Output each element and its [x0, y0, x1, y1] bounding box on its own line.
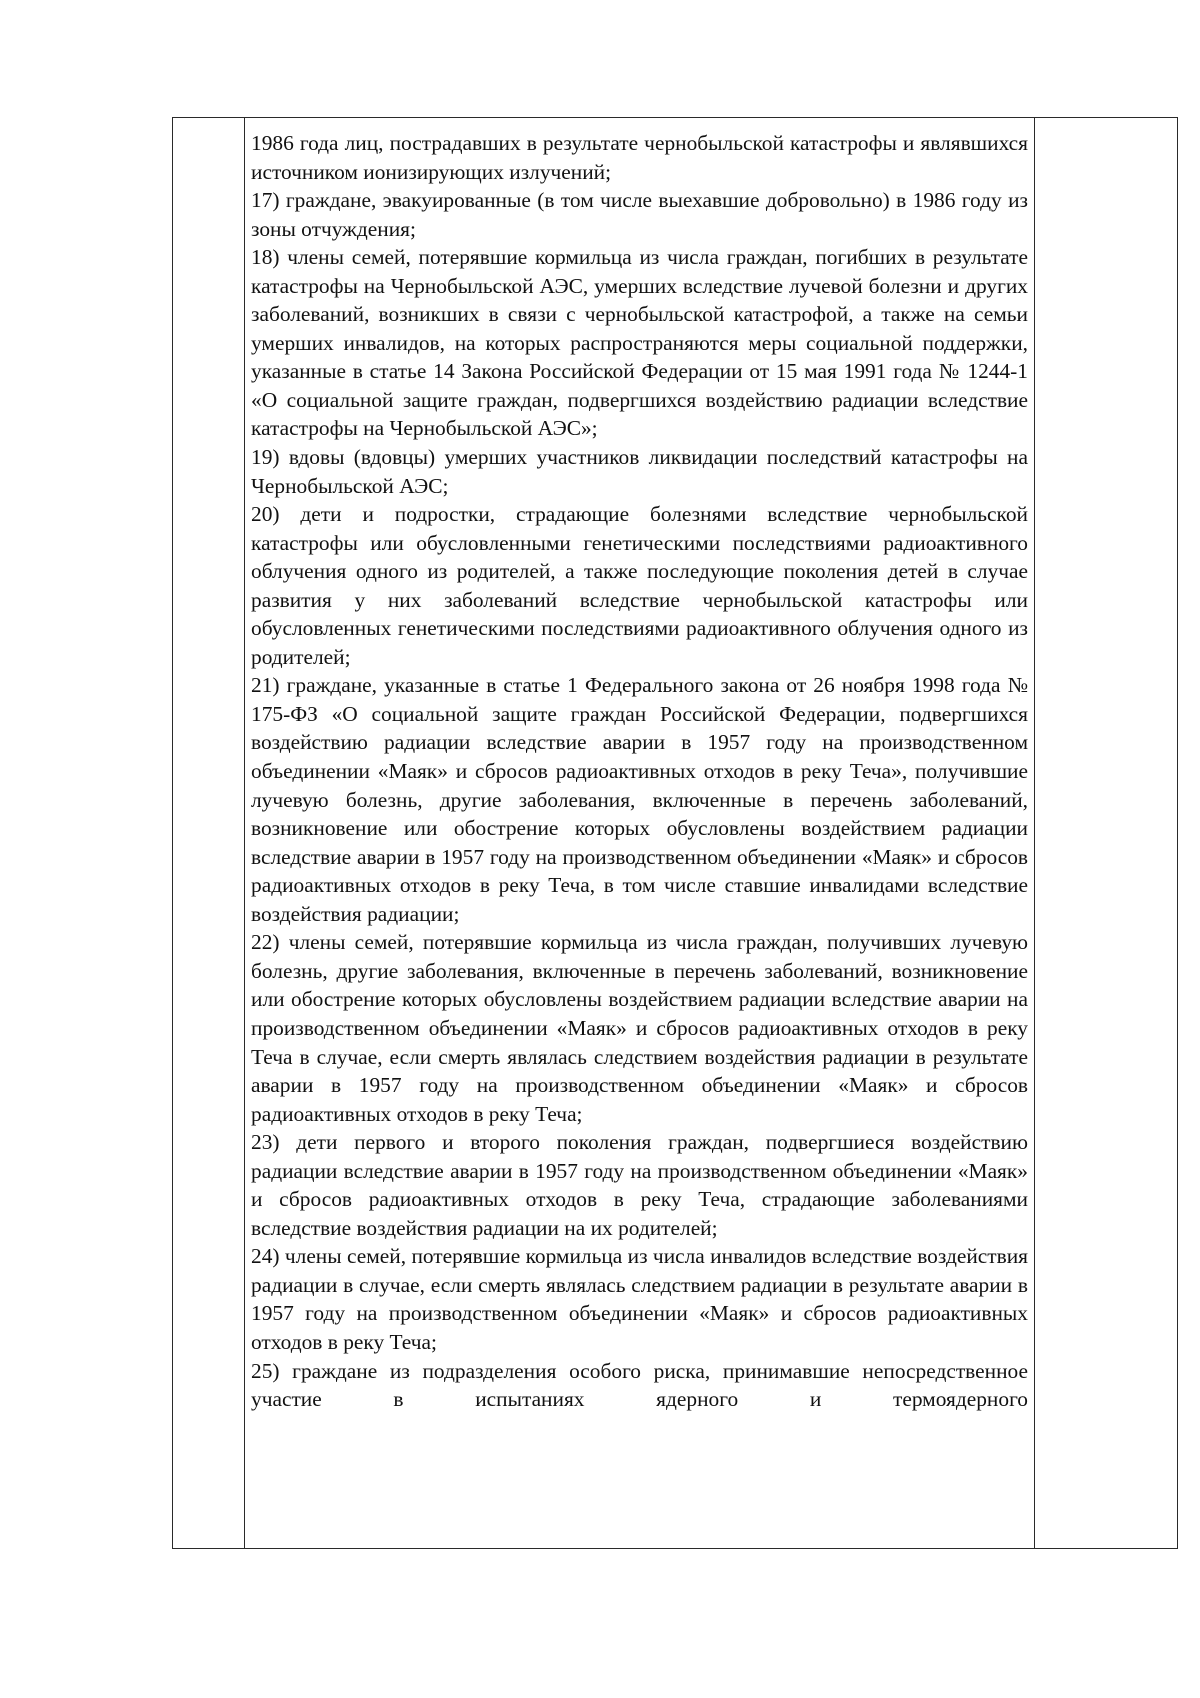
paragraph-20: 20) дети и подростки, страдающие болезнями вследствие чернобыльской катастрофы или обусловленными генетическими последствиями радиоактивного облучения одного из родителей, а также последующие поколения детей в случае развития у них заболеваний вследствие чернобыльской катастрофы или обусловленных генетическими последствиями радиоактивного облучения одного из родителей;	[251, 502, 1028, 669]
document-table	[172, 117, 1178, 1549]
paragraph-25-start: 25) граждане из подразделения особого риска, принимавшие непосредственное участие в испытаниях ядерного и термоядерного	[251, 1358, 1028, 1412]
document-text	[245, 118, 1034, 1414]
paragraph-16-continuation: 1986 года лиц, пострадавших в результате чернобыльской катастрофы и являвшихся источником ионизирующих излучений;	[251, 131, 1028, 184]
paragraph-18: 18) члены семей, потерявшие кормильца из числа граждан, погибших в результате катастрофы на Чернобыльской АЭС, умерших вследствие лучевой болезни и других заболеваний, возникших в связи с чернобыльской катастрофой, а также на семьи умерших инвалидов, на которых распространяются меры социальной поддержки, указанные в статье 14 Закона Российской Федерации от 15 мая 1991 года № 1244-1 «О социальной защите граждан, подвергшихся воздействию радиации вследствие катастрофы на Чернобыльской АЭС»;	[251, 245, 1028, 441]
paragraph-24: 24) члены семей, потерявшие кормильца из числа инвалидов вследствие воздействия радиации в случае, если смерть являлась следствием радиации в результате аварии в 1957 году на производственном объединении «Маяк» и сбросов радиоактивных отходов в реку Теча;	[251, 1244, 1028, 1354]
number-column-cell	[173, 118, 245, 1549]
paragraph-22: 22) члены семей, потерявшие кормильца из числа граждан, получивших лучевую болезнь, другие заболевания, включенные в перечень заболеваний, возникновение или обострение которых обусловлены воздействием радиации вследствие аварии на производственном объединении «Маяк» и сбросов радиоактивных отходов в реку Теча в случае, если смерть являлась следствием воздействия радиации в результате аварии в 1957 году на производственном объединении «Маяк» и сбросов радиоактивных отходов в реку Теча;	[251, 930, 1028, 1126]
paragraph-23: 23) дети первого и второго поколения граждан, подвергшиеся воздействию радиации вследствие аварии в 1957 году на производственном объединении «Маяк» и сбросов радиоактивных отходов в реку Теча, страдающие заболеваниями вследствие воздействия радиации на их родителей;	[251, 1130, 1028, 1240]
table-row	[173, 118, 1178, 1549]
content-cell	[245, 118, 1035, 1549]
notes-column-cell	[1035, 118, 1178, 1549]
paragraph-17: 17) граждане, эвакуированные (в том числе выехавшие добровольно) в 1986 году из зоны отчуждения;	[251, 188, 1028, 241]
paragraph-19: 19) вдовы (вдовцы) умерших участников ликвидации последствий катастрофы на Чернобыльской АЭС;	[251, 445, 1028, 498]
paragraph-21: 21) граждане, указанные в статье 1 Федерального закона от 26 ноября 1998 года № 175-ФЗ «О социальной защите граждан Российской Федерации, подвергшихся воздействию радиации вследствие аварии в 1957 году на производственном объединении «Маяк» и сбросов радиоактивных отходов в реку Теча», получившие лучевую болезнь, другие заболевания, включенные в перечень заболеваний, возникновение или обострение которых обусловлены воздействием радиации вследствие аварии в 1957 году на производственном объединении «Маяк» и сбросов радиоактивных отходов в реку Теча, в том числе ставшие инвалидами вследствие воздействия радиации;	[251, 673, 1028, 926]
